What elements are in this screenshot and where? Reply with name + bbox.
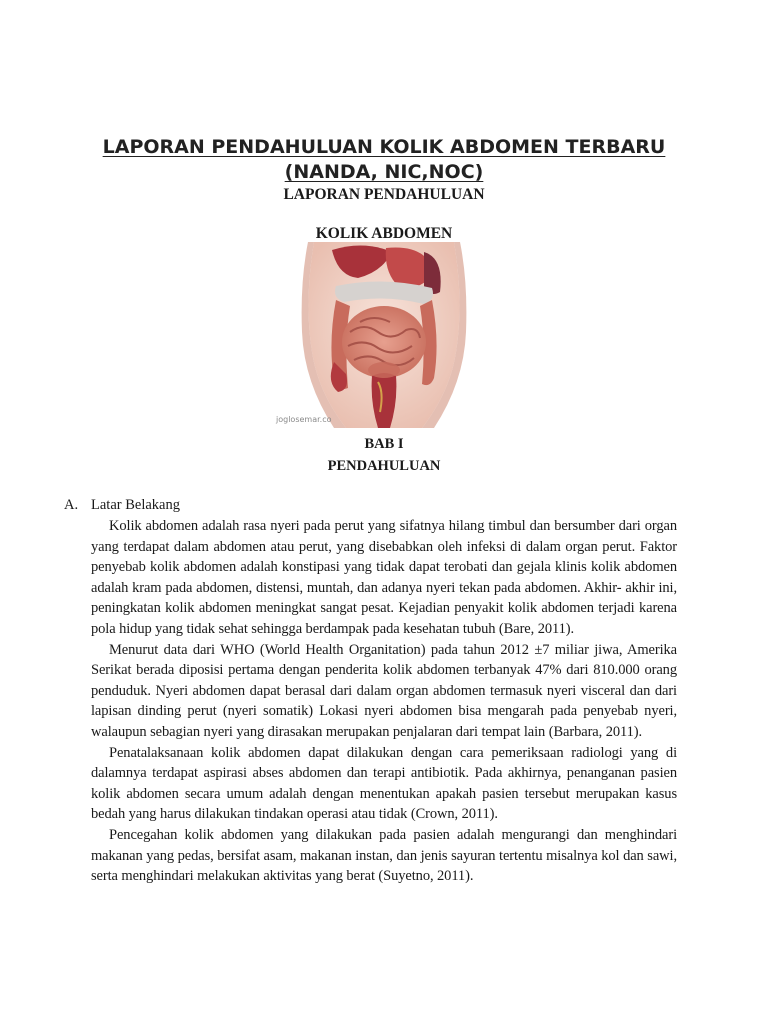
subtitle-kolik: KOLIK ABDOMEN	[315, 225, 453, 242]
image-watermark: joglosemar.co	[276, 415, 332, 424]
chapter-number: BAB I	[364, 436, 404, 452]
title-line-1: LAPORAN PENDAHULUAN KOLIK ABDOMEN TERBARU	[102, 136, 666, 158]
paragraph: Menurut data dari WHO (World Health Organitation) pada tahun 2012 ±7 miliar jiwa, Amerika Serikat berada diposisi pertama dengan penderita kolik abdomen terbanyak 47% dari 810.000 orang penduduk. Nyeri abdomen dapat berasal dari dalam organ abdomen termasuk nyeri visceral dan dari lapisan dinding perut (nyeri somatik) Lokasi nyeri abdomen bisa mengarah pada penyebab nyeri, walaupun sebagian nyeri yang dirasakan merupakan penjalaran dari tempat lain (Barbara, 2011).	[91, 641, 677, 740]
abdomen-anatomy-image	[274, 242, 494, 428]
subtitle-laporan: LAPORAN PENDAHULUAN	[283, 186, 485, 203]
document-title	[60, 135, 708, 185]
section-heading	[64, 497, 180, 514]
paragraph: Kolik abdomen adalah rasa nyeri pada perut yang sifatnya hilang timbul dan bersumber dari organ yang terdapat dalam abdomen atau perut, yang disebabkan oleh infeksi di dalam organ perut. Faktor penyebab kolik abdomen adalah konstipasi yang tidak dapat terobati dan gejala klinis kolik abdomen adalah kram pada abdomen, distensi, muntah, dan adanya nyeri tekan pada abdomen. Akhir- akhir ini, peningkatan kolik abdomen meningkat sangat pesat. Kejadian penyakit kolik abdomen terjadi karena pola hidup yang tidak sehat sehingga berdampak pada kesehatan tubuh (Bare, 2011).	[91, 518, 677, 637]
paragraph: Penatalaksanaan kolik abdomen dapat dilakukan dengan cara pemeriksaan radiologi yang di dalamnya terdapat aspirasi abses abdomen dan terapi antibiotik. Pada akhirnya, penanganan pasien kolik abdomen secara umum adalah dengan menentukan apakah pasien tersebut merupakan kasus bedah yang harus dilakukan tindakan operasi atau tidak (Crown, 2011).	[91, 744, 677, 823]
paragraph: Pencegahan kolik abdomen yang dilakukan pada pasien adalah mengurangi dan menghindari makanan yang pedas, bersifat asam, makanan instan, dan jenis sayuran tertentu misalnya kol dan sawi, serta menghindari melakukan aktivitas yang berat (Suyetno, 2011).	[91, 826, 677, 885]
chapter-title: PENDAHULUAN	[327, 458, 441, 474]
section-title: Latar Belakang	[91, 497, 180, 513]
abdomen-illustration	[274, 242, 494, 428]
section-letter: A.	[64, 497, 79, 513]
section-body	[91, 516, 677, 887]
title-line-2: (NANDA, NIC,NOC)	[284, 161, 484, 183]
